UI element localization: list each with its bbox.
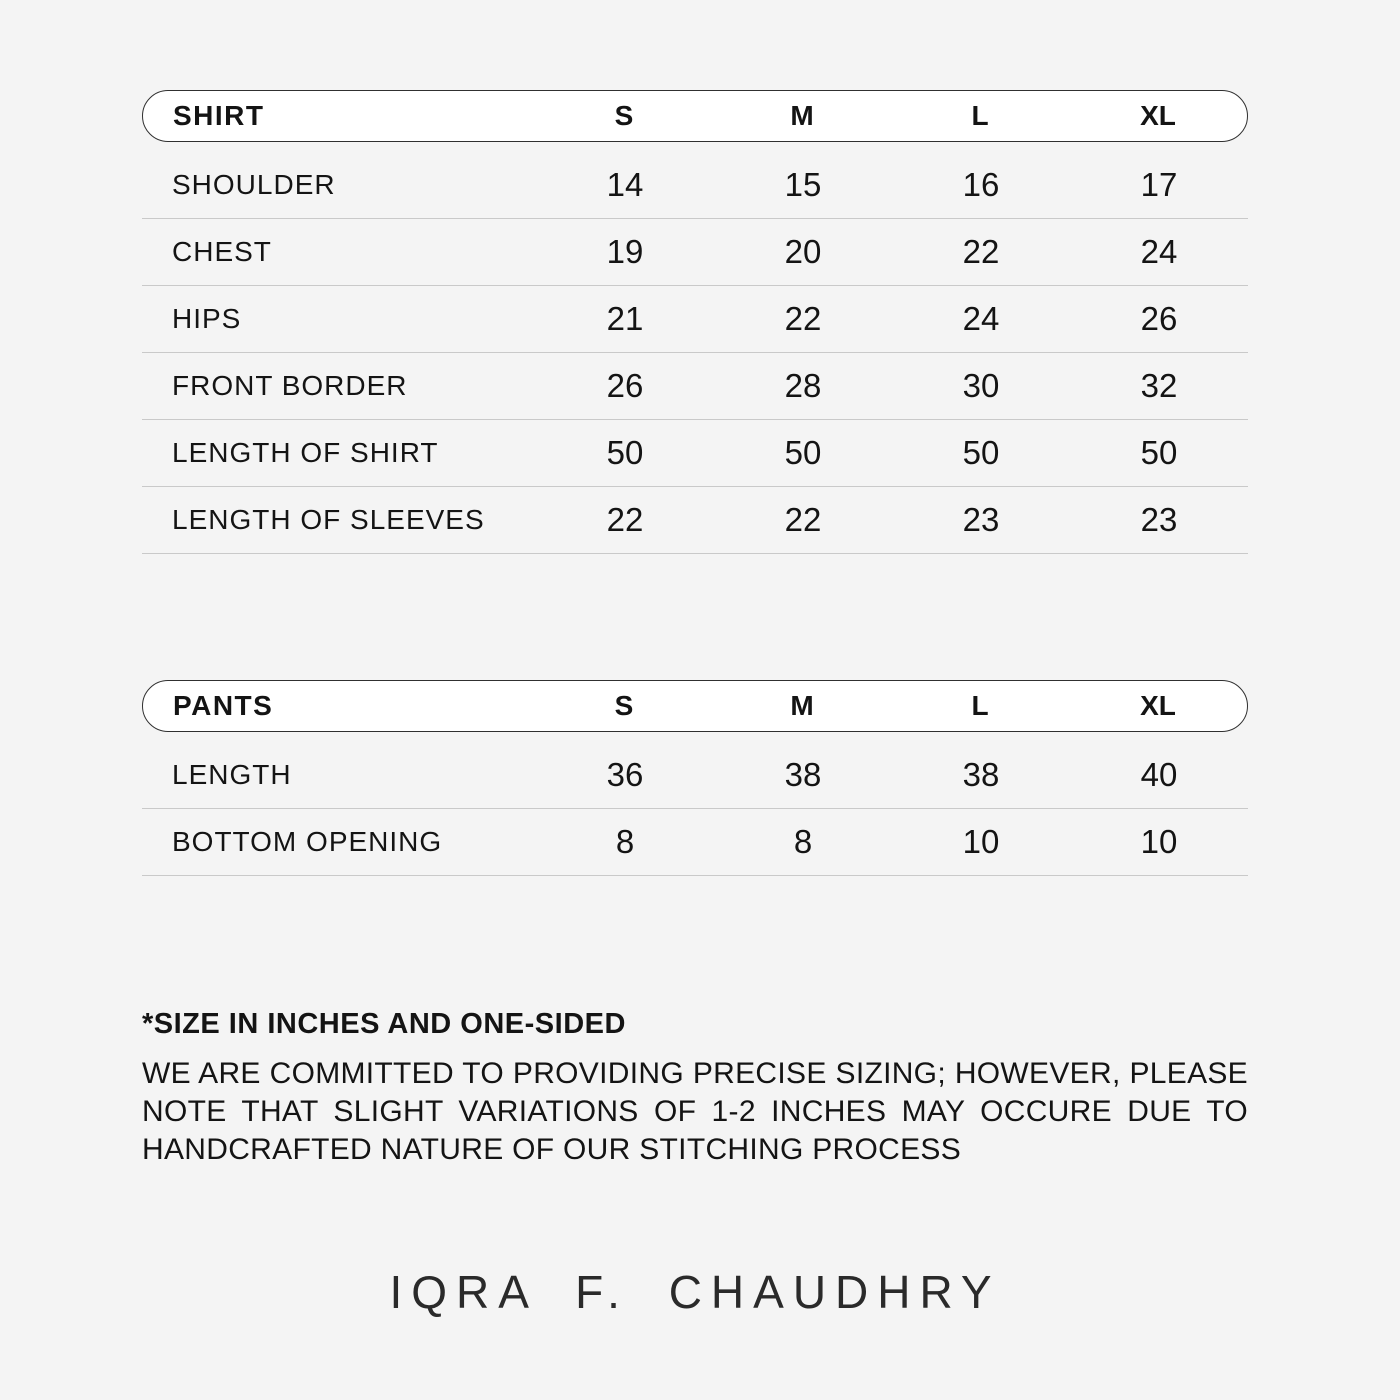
size-column-header-l: L: [971, 690, 989, 721]
row-label: CHEST: [172, 236, 272, 267]
size-value: 14: [606, 166, 644, 203]
row-label: LENGTH: [172, 759, 292, 790]
shirt-table-rows: [142, 152, 1248, 554]
size-value: 50: [606, 434, 644, 471]
note-title: *SIZE IN INCHES AND ONE-SIDED: [142, 1008, 626, 1040]
size-chart-content: [142, 0, 1248, 1319]
table-row: [142, 742, 1248, 809]
size-value: 26: [1140, 300, 1178, 337]
table-row: [142, 286, 1248, 353]
size-value: 20: [784, 233, 822, 270]
size-column-header-m: M: [790, 690, 814, 721]
size-value: 50: [962, 434, 1000, 471]
row-label: BOTTOM OPENING: [172, 826, 443, 857]
size-column-header-xl: XL: [1140, 690, 1176, 721]
table-row: [142, 152, 1248, 219]
size-value: 50: [1140, 434, 1178, 471]
size-value: 22: [784, 501, 822, 538]
size-column-header-l: L: [971, 100, 989, 131]
size-value: 26: [606, 367, 644, 404]
pants-size-table: [142, 680, 1248, 876]
sizing-note: [142, 1008, 1248, 1169]
table-row: [142, 353, 1248, 420]
size-value: 22: [784, 300, 822, 337]
size-value: 38: [962, 756, 1000, 793]
size-value: 24: [1140, 233, 1178, 270]
size-value: 23: [1140, 501, 1178, 538]
row-label: HIPS: [172, 303, 242, 334]
table-row: [142, 219, 1248, 286]
size-value: 28: [784, 367, 822, 404]
size-column-header-s: S: [614, 100, 634, 131]
row-label: FRONT BORDER: [172, 370, 408, 401]
pants-table-header-pill: [142, 680, 1248, 732]
size-column-header-s: S: [614, 690, 634, 721]
pants-table-rows: [142, 742, 1248, 876]
size-value: 8: [793, 823, 813, 860]
table-title: PANTS: [173, 690, 274, 721]
size-value: 30: [962, 367, 1000, 404]
size-value: 22: [962, 233, 1000, 270]
brand-logo: IQRA F. CHAUDHRY: [389, 1266, 1001, 1318]
size-value: 21: [606, 300, 644, 337]
size-value: 38: [784, 756, 822, 793]
size-value: 24: [962, 300, 1000, 337]
size-value: 23: [962, 501, 1000, 538]
size-value: 50: [784, 434, 822, 471]
shirt-table-header-pill: [142, 90, 1248, 142]
size-value: 15: [784, 166, 822, 203]
note-body: WE ARE COMMITTED TO PROVIDING PRECISE SIZING; HOWEVER, PLEASE NOTE THAT SLIGHT VARIATIONS OF 1-2 INCHES MAY OCCURE DUE TO HANDCRAFTED NATURE OF OUR STITCHING PROCESS: [142, 1057, 1248, 1166]
size-value: 8: [615, 823, 635, 860]
size-value: 19: [606, 233, 644, 270]
size-value: 17: [1140, 166, 1178, 203]
table-row: [142, 420, 1248, 487]
size-value: 10: [962, 823, 1000, 860]
row-label: LENGTH OF SLEEVES: [172, 504, 485, 535]
row-label: SHOULDER: [172, 169, 336, 200]
size-column-header-xl: XL: [1140, 100, 1176, 131]
size-column-header-m: M: [790, 100, 814, 131]
shirt-size-table: [142, 90, 1248, 554]
table-row: [142, 809, 1248, 876]
size-value: 32: [1140, 367, 1178, 404]
table-title: SHIRT: [173, 100, 265, 131]
size-value: 22: [606, 501, 644, 538]
size-value: 40: [1140, 756, 1178, 793]
size-value: 36: [606, 756, 644, 793]
size-value: 10: [1140, 823, 1178, 860]
size-value: 16: [962, 166, 1000, 203]
row-label: LENGTH OF SHIRT: [172, 437, 439, 468]
table-row: [142, 487, 1248, 554]
